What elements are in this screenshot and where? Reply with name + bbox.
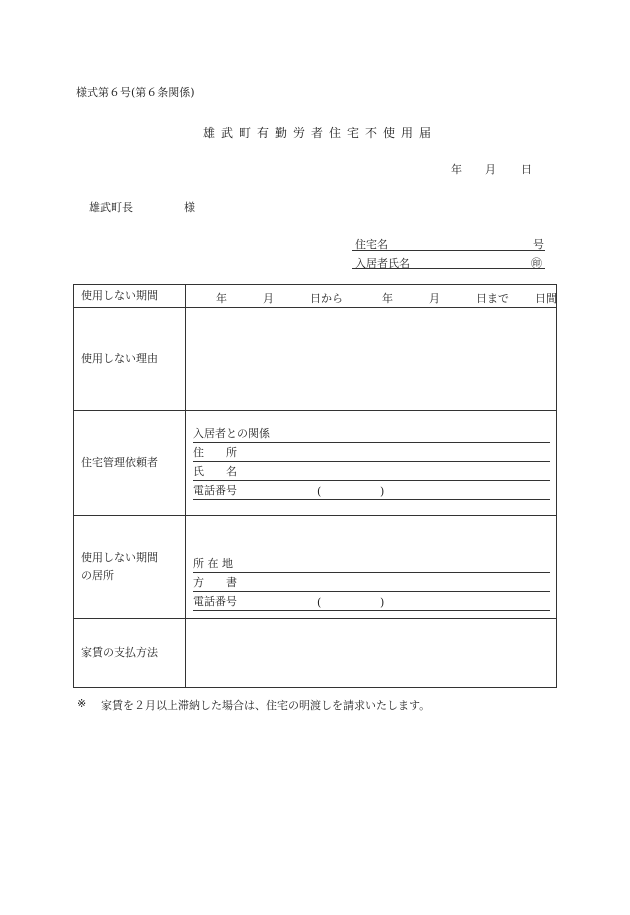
date-year: 年 — [451, 163, 462, 176]
period-field[interactable] — [186, 285, 557, 308]
period-label: 使用しない期間 — [74, 285, 186, 308]
residence-phone-paren-open: ( — [317, 596, 322, 609]
residence-label-line2: の居所 — [81, 569, 114, 582]
manager-fields — [186, 411, 557, 516]
period-year2: 年 — [382, 292, 393, 305]
residence-phone-field[interactable] — [193, 593, 550, 611]
location-field[interactable] — [193, 555, 550, 573]
rent-row — [74, 619, 557, 688]
residence-label-line1: 使用しない期間 — [81, 551, 158, 564]
manager-phone-paren-open: ( — [317, 485, 322, 498]
manager-phone-paren-close: ) — [380, 485, 385, 498]
addressee-honorific: 様 — [184, 201, 195, 214]
rent-label: 家賃の支払方法 — [74, 619, 186, 688]
relation-label: 入居者との関係 — [193, 427, 270, 440]
period-row — [74, 285, 557, 308]
rent-field[interactable] — [186, 619, 557, 688]
manager-row — [74, 411, 557, 516]
period-month1: 月 — [263, 292, 274, 305]
period-until: 日まで — [476, 292, 509, 305]
period-days: 日間 — [535, 292, 557, 305]
manager-address-label: 住 所 — [193, 446, 237, 459]
location-label: 所 在 地 — [193, 557, 233, 570]
footnote-mark: ※ — [77, 697, 87, 710]
residence-phone-paren-close: ) — [380, 596, 385, 609]
period-from: 日から — [310, 292, 343, 305]
date-month: 月 — [485, 163, 496, 176]
manager-label: 住宅管理依頼者 — [74, 411, 186, 516]
residence-label — [74, 516, 186, 619]
resident-name-label: 入居者氏名 — [355, 257, 410, 270]
residence-fields — [186, 516, 557, 619]
residence-phone-label: 電話番号 — [193, 595, 237, 608]
date-day: 日 — [521, 163, 532, 176]
manager-address-field[interactable] — [193, 444, 550, 462]
care-of-label: 方 書 — [193, 576, 237, 589]
manager-name-field[interactable] — [193, 463, 550, 481]
period-month2: 月 — [429, 292, 440, 305]
housing-name-line — [352, 250, 545, 251]
seal-mark: ㊞ — [531, 257, 542, 270]
reason-label: 使用しない理由 — [74, 308, 186, 411]
application-table — [73, 284, 557, 688]
addressee-name: 雄武町長 — [89, 201, 133, 214]
housing-name-label: 住宅名 — [355, 238, 388, 251]
footnote-text: 家賃を２月以上滞納した場合は、住宅の明渡しを請求いたします。 — [101, 699, 431, 712]
manager-name-label: 氏 名 — [193, 465, 237, 478]
relation-field[interactable] — [193, 425, 550, 443]
reason-field[interactable] — [186, 308, 557, 411]
reason-row — [74, 308, 557, 411]
care-of-field[interactable] — [193, 574, 550, 592]
manager-phone-field[interactable] — [193, 482, 550, 500]
form-number: 様式第６号(第６条関係) — [76, 86, 195, 99]
form-title: 雄武町有勤労者住宅不使用届 — [203, 126, 438, 140]
residence-row — [74, 516, 557, 619]
housing-number-suffix: 号 — [533, 238, 544, 251]
resident-name-line — [352, 268, 545, 269]
period-year1: 年 — [216, 292, 227, 305]
manager-phone-label: 電話番号 — [193, 484, 237, 497]
